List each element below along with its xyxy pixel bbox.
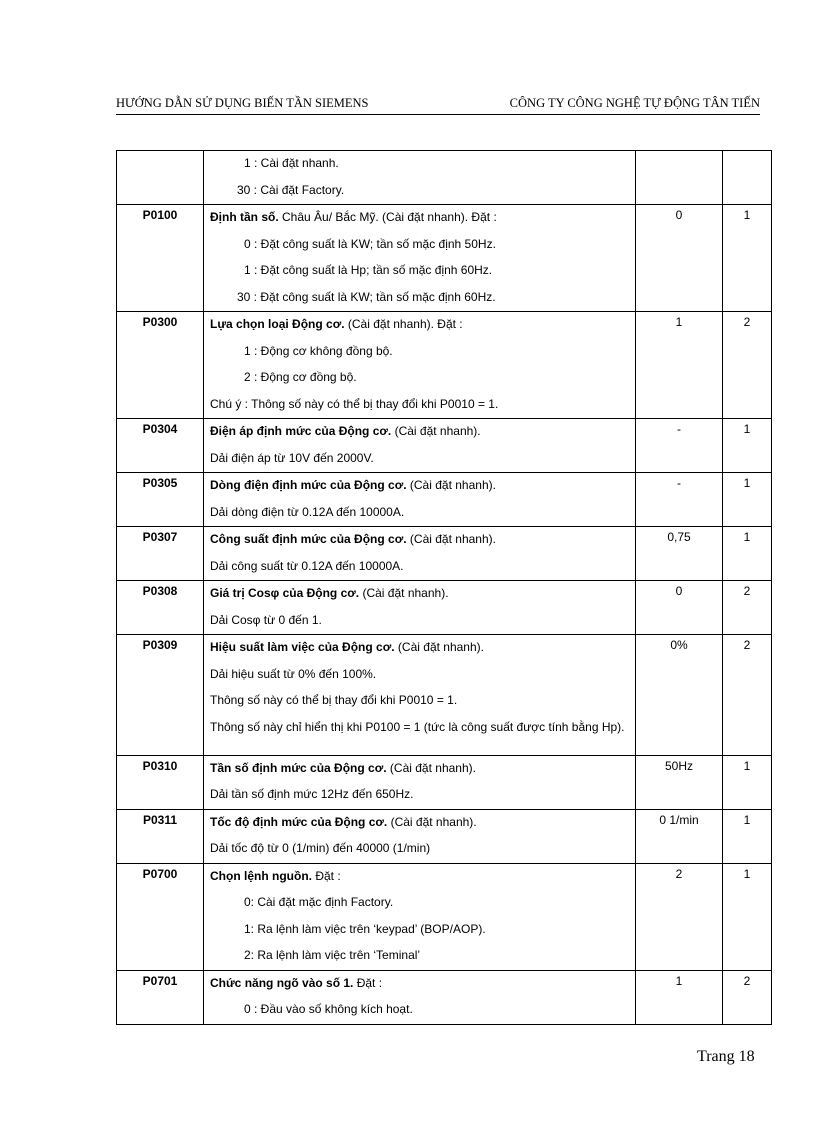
page-header [116,94,760,115]
description-text: (Cài đặt nhanh). [386,760,476,775]
description-text: 30 : Cài đặt Factory. [237,182,345,197]
table-row [117,581,772,635]
parameter-name: Tốc độ định mức của Động cơ. [210,814,388,829]
description-line [204,997,635,1024]
default-value: 1 [636,970,723,1024]
parameter-code [117,151,204,205]
description-line [204,285,635,312]
default-value: - [636,473,723,527]
description-line [204,446,635,473]
description-line [204,971,635,998]
parameter-code: P0100 [117,205,204,312]
table-row [117,205,772,312]
table-row [117,635,772,756]
parameter-description [204,635,636,756]
parameter-name: Định tần số. [210,210,279,224]
description-text: 2: Ra lệnh làm việc trên ‘Teminal’ [244,948,421,962]
description-text: 0: Cài đặt mặc định Factory. [244,895,394,909]
description-line [204,339,635,366]
description-text: 0 : Đầu vào số không kích hoạt. [244,1002,413,1016]
description-line [204,473,635,500]
description-text: Đặt : [353,975,383,990]
parameter-code: P0701 [117,970,204,1024]
description-text: 0 : Đặt công suất là KW; tần số mặc định 50Hz. [244,236,496,251]
description-text: Dải điện áp từ 10V đến 2000V. [210,450,374,465]
parameter-description [204,312,636,419]
parameter-name: Công suất định mức của Động cơ. [210,532,407,546]
description-text: (Cài đặt nhanh). [359,586,449,600]
description-line [204,917,635,944]
page-number: Trang 18 [697,1048,755,1065]
description-text: 1: Ra lệnh làm việc trên ‘keypad’ (BOP/AOP). [244,921,486,936]
description-line [204,554,635,581]
description-text: (Cài đặt nhanh). [394,640,484,654]
default-value: 1 [636,312,723,419]
parameter-description [204,755,636,809]
access-level: 1 [723,205,772,312]
default-value: 0% [636,635,723,756]
description-line [204,782,635,809]
table-row [117,809,772,863]
parameter-name: Tần số định mức của Động cơ. [210,760,387,775]
access-level: 2 [723,635,772,756]
description-line [204,178,635,205]
description-text: Thông số này có thể bị thay đổi khi P0010 = 1. [210,693,458,707]
parameter-description [204,151,636,205]
parameter-code: P0311 [117,809,204,863]
description-text: (Cài đặt nhanh). [406,478,496,492]
description-line [204,151,635,178]
description-line [204,232,635,259]
description-text: Dải hiệu suất từ 0% đến 100%. [210,666,377,681]
description-line [204,943,635,970]
description-line [204,258,635,285]
description-line [204,419,635,446]
parameter-name: Chức năng ngõ vào số 1. [210,975,354,990]
table-row [117,312,772,419]
access-level: 1 [723,473,772,527]
access-level: 2 [723,312,772,419]
default-value: - [636,419,723,473]
access-level [723,151,772,205]
description-text: (Cài đặt nhanh). [406,532,496,546]
description-text: (Cài đặt nhanh). [387,814,477,829]
access-level: 1 [723,809,772,863]
description-line [204,635,635,662]
table-row [117,755,772,809]
description-text: 1 : Động cơ không đồng bộ. [244,343,393,358]
parameter-description [204,205,636,312]
access-level: 1 [723,755,772,809]
default-value: 0 [636,581,723,635]
description-line [204,662,635,689]
default-value [636,151,723,205]
parameter-code: P0307 [117,527,204,581]
parameter-code: P0304 [117,419,204,473]
description-text: Châu Âu/ Bắc Mỹ. (Cài đặt nhanh). Đặt : [278,210,497,224]
description-text: (Cài đặt nhanh). Đặt : [344,317,463,331]
parameter-name: Dòng điện định mức của Động cơ. [210,478,407,492]
description-line [204,836,635,863]
parameter-code: P0310 [117,755,204,809]
table-row [117,151,772,205]
parameter-description [204,970,636,1024]
description-text: Thông số này chỉ hiển thị khi P0100 = 1 (tức là công suất được tính bằng Hp). [210,719,625,734]
parameter-name: Điện áp định mức của Động cơ. [210,424,392,438]
description-line [204,365,635,392]
description-text: Chú ý : Thông số này có thể bị thay đổi khi P0010 = 1. [210,396,499,411]
parameter-description [204,419,636,473]
header-right-company: CÔNG TY CÔNG NGHỆ TỰ ĐỘNG TÂN TIẾN [509,96,760,110]
description-line [204,608,635,635]
description-text: (Cài đặt nhanh). [391,424,481,438]
access-level: 1 [723,527,772,581]
description-text: 1 : Cài đặt nhanh. [244,156,339,170]
parameter-description [204,809,636,863]
description-line [204,527,635,554]
description-line [204,500,635,527]
header-left-title: HƯỚNG DẪN SỬ DỤNG BIẾN TẦN SIEMENS [116,96,369,110]
description-text: Dải dòng điện từ 0.12A đến 10000A. [210,504,405,519]
parameter-code: P0700 [117,863,204,970]
table-row [117,970,772,1024]
description-line [204,205,635,232]
parameter-name: Lựa chọn loại Động cơ. [210,317,345,331]
description-text: Dải tốc độ từ 0 (1/min) đến 40000 (1/min) [210,841,431,855]
description-line [204,810,635,837]
description-text: Dải tần số định mức 12Hz đến 650Hz. [210,787,414,801]
description-text: Dải Cosφ từ 0 đến 1. [210,612,322,627]
default-value: 2 [636,863,723,970]
description-text: 1 : Đặt công suất là Hp; tần số mặc định 60Hz. [244,263,493,277]
default-value: 0 [636,205,723,312]
access-level: 1 [723,863,772,970]
table-row [117,473,772,527]
parameter-description [204,581,636,635]
description-line [204,715,635,755]
description-line [204,864,635,891]
description-line [204,756,635,783]
parameter-description [204,473,636,527]
access-level: 2 [723,970,772,1024]
default-value: 0 1/min [636,809,723,863]
description-text: Đặt : [311,868,341,883]
parameter-code: P0309 [117,635,204,756]
table-row [117,419,772,473]
description-line [204,890,635,917]
parameter-code: P0308 [117,581,204,635]
description-text: Dải công suất từ 0.12A đến 10000A. [210,558,404,573]
default-value: 50Hz [636,755,723,809]
access-level: 1 [723,419,772,473]
parameter-description [204,863,636,970]
description-line [204,688,635,715]
table-row [117,863,772,970]
access-level: 2 [723,581,772,635]
description-line [204,392,635,419]
description-text: 2 : Động cơ đồng bộ. [244,370,357,384]
table-row [117,527,772,581]
parameter-description [204,527,636,581]
parameter-name: Giá trị Cosφ của Động cơ. [210,586,360,600]
description-text: 30 : Đặt công suất là KW; tần số mặc định 60Hz. [237,289,496,304]
parameter-table [116,150,772,1025]
parameter-code: P0305 [117,473,204,527]
description-line [204,581,635,608]
parameter-name: Chọn lệnh nguồn. [210,868,312,883]
default-value: 0,75 [636,527,723,581]
description-line [204,312,635,339]
parameter-name: Hiệu suất làm việc của Động cơ. [210,640,395,654]
parameter-code: P0300 [117,312,204,419]
